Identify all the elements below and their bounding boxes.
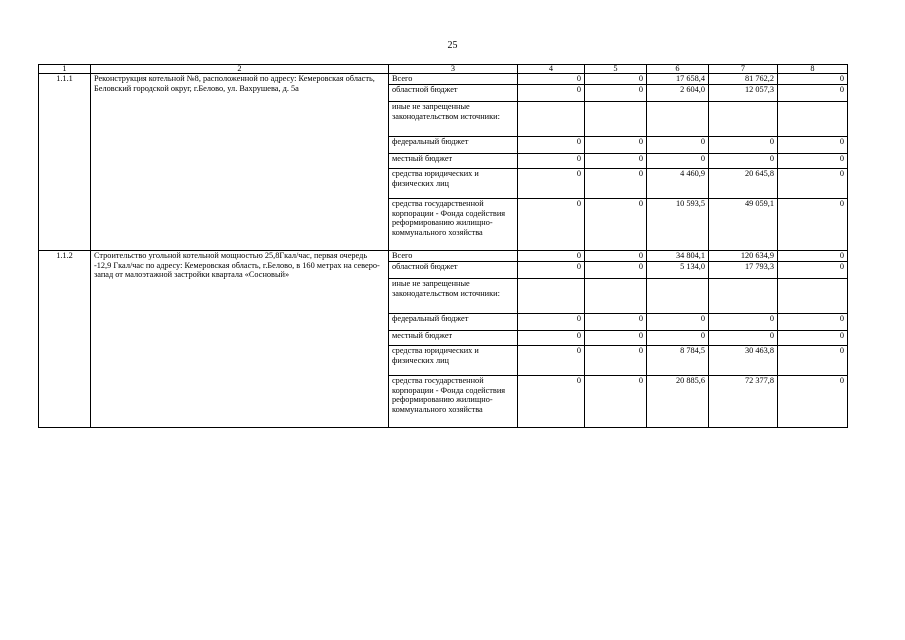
value-cell-c5: 0 xyxy=(585,251,647,262)
funding-source: Всего xyxy=(389,251,518,262)
header-row xyxy=(39,65,848,74)
value-cell-c7: 12 057,3 xyxy=(709,85,778,102)
value-cell-c5: 0 xyxy=(585,169,647,199)
column-header: 2 xyxy=(91,65,389,74)
table-row xyxy=(39,251,848,262)
value-cell-c5: 0 xyxy=(585,85,647,102)
value-cell-c8 xyxy=(778,102,848,137)
value-cell-c5: 0 xyxy=(585,376,647,428)
value-cell-c4 xyxy=(518,279,585,314)
value-cell-c8: 0 xyxy=(778,251,848,262)
value-cell-c4: 0 xyxy=(518,85,585,102)
value-cell-c8: 0 xyxy=(778,154,848,169)
value-cell-c8: 0 xyxy=(778,314,848,331)
column-header: 3 xyxy=(389,65,518,74)
value-cell-c6: 0 xyxy=(647,331,709,346)
value-cell-c8 xyxy=(778,279,848,314)
funding-source: местный бюджет xyxy=(389,331,518,346)
item-name: Строительство угольной котельной мощностью 25,8Гкал/час, первая очередь -12,9 Гкал/час по адресу: Кемеровская область, г.Белово, в 160 метрах на северо-запад от малоэтажной застройки квартала «Сосновый» xyxy=(91,251,389,428)
item-code: 1.1.2 xyxy=(39,251,91,428)
value-cell-c6: 4 460,9 xyxy=(647,169,709,199)
value-cell-c8: 0 xyxy=(778,85,848,102)
value-cell-c6 xyxy=(647,102,709,137)
value-cell-c8: 0 xyxy=(778,376,848,428)
funding-source: областной бюджет xyxy=(389,262,518,279)
value-cell-c5: 0 xyxy=(585,199,647,251)
value-cell-c7: 0 xyxy=(709,154,778,169)
value-cell-c4: 0 xyxy=(518,346,585,376)
value-cell-c6: 0 xyxy=(647,137,709,154)
value-cell-c8: 0 xyxy=(778,199,848,251)
value-cell-c5: 0 xyxy=(585,154,647,169)
value-cell-c4: 0 xyxy=(518,137,585,154)
funding-source: средства государственной корпорации - Фонда содействия реформированию жилищно-коммунального хозяйства xyxy=(389,199,518,251)
value-cell-c4: 0 xyxy=(518,74,585,85)
value-cell-c4: 0 xyxy=(518,376,585,428)
value-cell-c7 xyxy=(709,279,778,314)
value-cell-c6: 5 134,0 xyxy=(647,262,709,279)
funding-source: средства государственной корпорации - Фонда содействия реформированию жилищно-коммунального хозяйства xyxy=(389,376,518,428)
value-cell-c8: 0 xyxy=(778,331,848,346)
column-header: 5 xyxy=(585,65,647,74)
value-cell-c5: 0 xyxy=(585,74,647,85)
value-cell-c4: 0 xyxy=(518,154,585,169)
funding-source: средства юридических и физических лиц xyxy=(389,169,518,199)
value-cell-c4 xyxy=(518,102,585,137)
value-cell-c7: 120 634,9 xyxy=(709,251,778,262)
value-cell-c6 xyxy=(647,279,709,314)
value-cell-c7: 30 463,8 xyxy=(709,346,778,376)
page-number: 25 xyxy=(447,40,458,51)
value-cell-c6: 8 784,5 xyxy=(647,346,709,376)
value-cell-c4: 0 xyxy=(518,251,585,262)
funding-source: средства юридических и физических лиц xyxy=(389,346,518,376)
value-cell-c7: 0 xyxy=(709,137,778,154)
value-cell-c6: 34 804,1 xyxy=(647,251,709,262)
value-cell-c6: 0 xyxy=(647,314,709,331)
funding-source: иные не запрещенные законодательством источники: xyxy=(389,279,518,314)
funding-source: Всего xyxy=(389,74,518,85)
value-cell-c7: 72 377,8 xyxy=(709,376,778,428)
value-cell-c6: 2 604,0 xyxy=(647,85,709,102)
value-cell-c8: 0 xyxy=(778,346,848,376)
value-cell-c6: 10 593,5 xyxy=(647,199,709,251)
value-cell-c7: 81 762,2 xyxy=(709,74,778,85)
value-cell-c7: 0 xyxy=(709,331,778,346)
value-cell-c5: 0 xyxy=(585,137,647,154)
item-code: 1.1.1 xyxy=(39,74,91,251)
value-cell-c8: 0 xyxy=(778,262,848,279)
column-header: 6 xyxy=(647,65,709,74)
value-cell-c6: 17 658,4 xyxy=(647,74,709,85)
value-cell-c7: 20 645,8 xyxy=(709,169,778,199)
funding-source: федеральный бюджет xyxy=(389,314,518,331)
item-name: Реконструкция котельной №8, расположенной по адресу: Кемеровская область, Беловский городской округ, г.Белово, ул. Вахрушева, д. 5а xyxy=(91,74,389,251)
funding-source: местный бюджет xyxy=(389,154,518,169)
table-row xyxy=(39,74,848,85)
value-cell-c4: 0 xyxy=(518,199,585,251)
financing-table xyxy=(38,64,848,428)
value-cell-c4: 0 xyxy=(518,169,585,199)
value-cell-c4: 0 xyxy=(518,262,585,279)
funding-source: иные не запрещенные законодательством источники: xyxy=(389,102,518,137)
funding-source: областной бюджет xyxy=(389,85,518,102)
column-header: 8 xyxy=(778,65,848,74)
value-cell-c5: 0 xyxy=(585,262,647,279)
value-cell-c5: 0 xyxy=(585,314,647,331)
value-cell-c7: 17 793,3 xyxy=(709,262,778,279)
value-cell-c7: 0 xyxy=(709,314,778,331)
value-cell-c5: 0 xyxy=(585,346,647,376)
column-header: 4 xyxy=(518,65,585,74)
column-header: 1 xyxy=(39,65,91,74)
value-cell-c4: 0 xyxy=(518,331,585,346)
value-cell-c7: 49 059,1 xyxy=(709,199,778,251)
value-cell-c5 xyxy=(585,102,647,137)
funding-source: федеральный бюджет xyxy=(389,137,518,154)
value-cell-c6: 20 885,6 xyxy=(647,376,709,428)
value-cell-c8: 0 xyxy=(778,137,848,154)
value-cell-c5: 0 xyxy=(585,331,647,346)
column-header: 7 xyxy=(709,65,778,74)
value-cell-c8: 0 xyxy=(778,74,848,85)
value-cell-c6: 0 xyxy=(647,154,709,169)
value-cell-c7 xyxy=(709,102,778,137)
value-cell-c5 xyxy=(585,279,647,314)
value-cell-c4: 0 xyxy=(518,314,585,331)
value-cell-c8: 0 xyxy=(778,169,848,199)
